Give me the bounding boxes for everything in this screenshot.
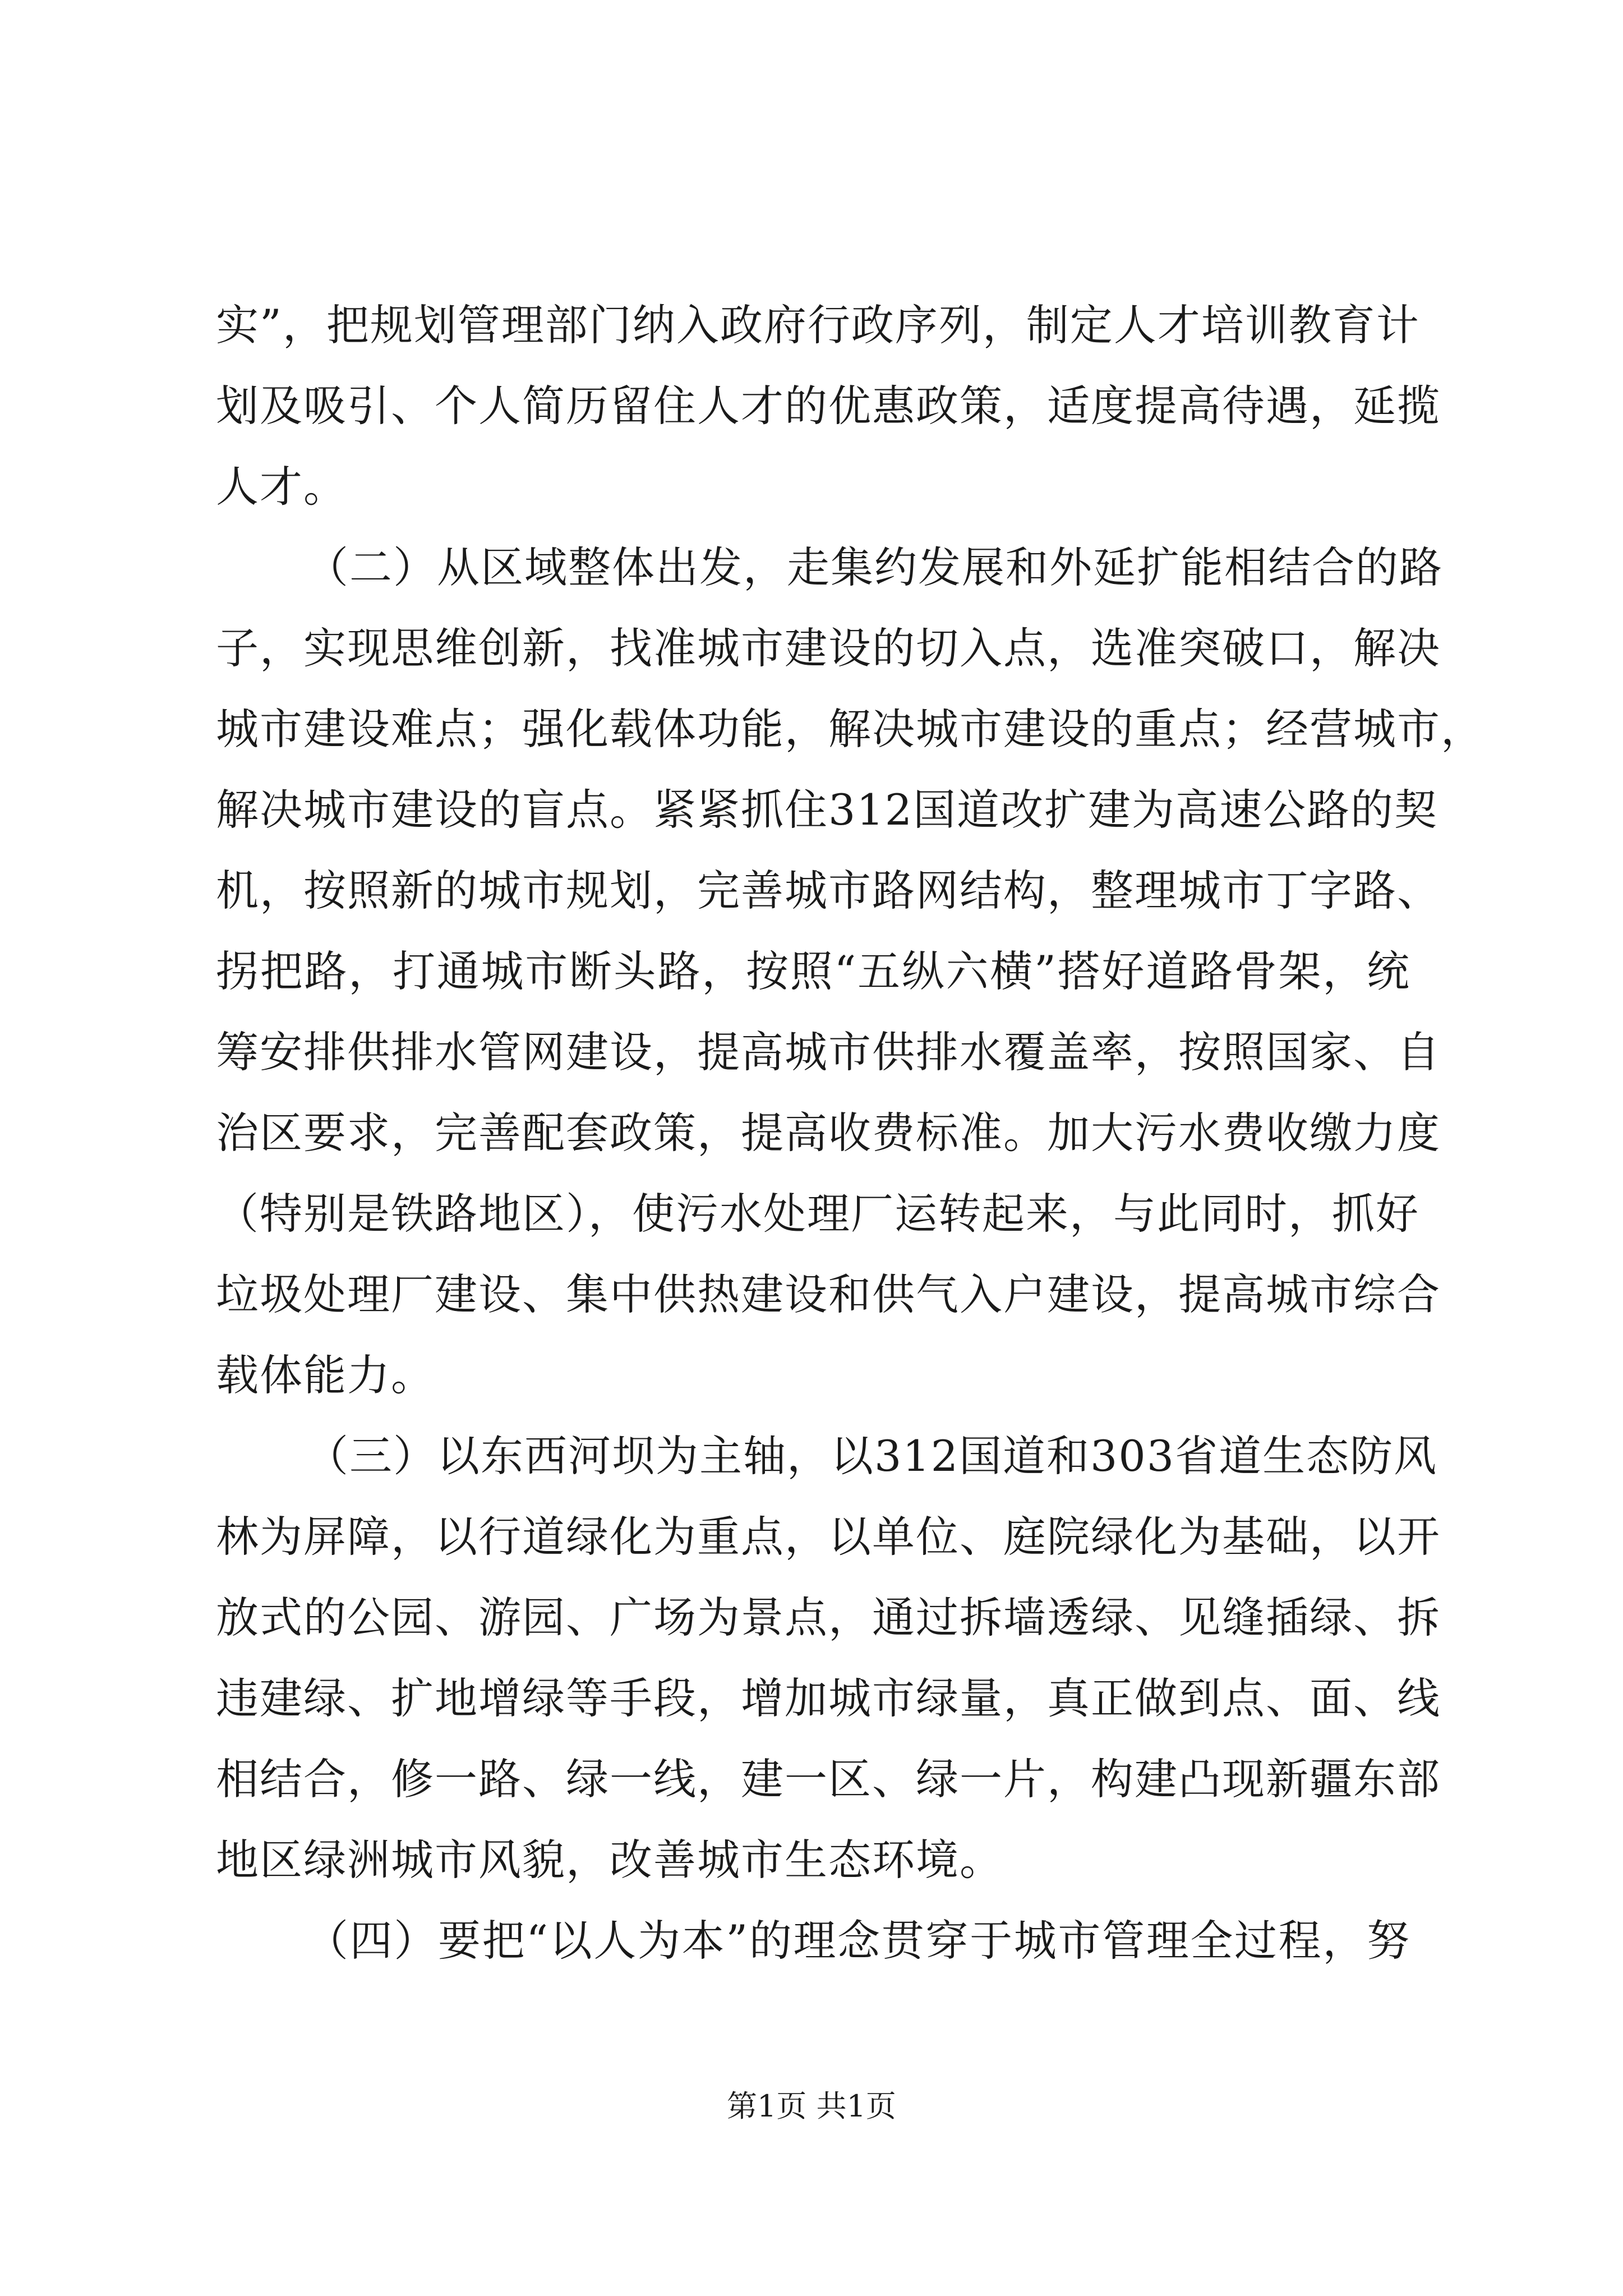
paragraph-line: 人才。: [216, 462, 347, 512]
paragraph-line: 载体能力。: [216, 1350, 435, 1400]
paragraph-line: （四）要把“以人为本”的理念贯穿于城市管理全过程，努: [306, 1916, 1410, 1966]
page-number-footer: 第1页 共1页: [727, 2088, 896, 2124]
paragraph-line: 划及吸引、个人简历留住人才的优惠政策，适度提高待遇，延揽: [216, 381, 1441, 431]
paragraph-line: （二）从区域整体出发，走集约发展和外延扩能相结合的路: [306, 542, 1443, 592]
paragraph-line: 林为屏障，以行道绿化为重点，以单位、庭院绿化为基础，以开: [216, 1512, 1441, 1562]
paragraph-line: 解决城市建设的盲点。紧紧抓住312国道改扩建为高速公路的契: [216, 785, 1438, 835]
paragraph-line: 城市建设难点；强化载体功能，解决城市建设的重点；经营城市，: [216, 704, 1484, 754]
paragraph-line: 拐把路，打通城市断头路，按照“五纵六横”搭好道路骨架，统: [216, 946, 1410, 996]
paragraph-line: 违建绿、扩地增绿等手段，增加城市绿量，真正做到点、面、线: [216, 1673, 1441, 1723]
paragraph-line: 治区要求，完善配套政策，提高收费标准。加大污水费收缴力度: [216, 1108, 1441, 1158]
paragraph-line: （三）以东西河坝为主轴，以312国道和303省道生态防风: [306, 1431, 1438, 1481]
paragraph-line: 放式的公园、游园、广场为景点，通过拆墙透绿、见缝插绿、拆: [216, 1593, 1441, 1642]
paragraph-line: （特别是铁路地区），使污水处理厂运转起来，与此同时，抓好: [216, 1189, 1419, 1239]
paragraph-line: 机，按照新的城市规划，完善城市路网结构，整理城市丁字路、: [216, 866, 1441, 915]
paragraph-line: 筹安排供排水管网建设，提高城市供排水覆盖率，按照国家、自: [216, 1027, 1441, 1077]
paragraph-line: 子，实现思维创新，找准城市建设的切入点，选准突破口，解决: [216, 623, 1441, 673]
paragraph-line: 地区绿洲城市风貌，改善城市生态环境。: [216, 1835, 1003, 1885]
paragraph-line: 相结合，修一路、绿一线，建一区、绿一片，构建凸现新疆东部: [216, 1754, 1441, 1804]
paragraph-line: 实”，把规划管理部门纳入政府行政序列，制定人才培训教育计: [216, 300, 1420, 350]
paragraph-line: 垃圾处理厂建设、集中供热建设和供气入户建设，提高城市综合: [216, 1269, 1441, 1319]
